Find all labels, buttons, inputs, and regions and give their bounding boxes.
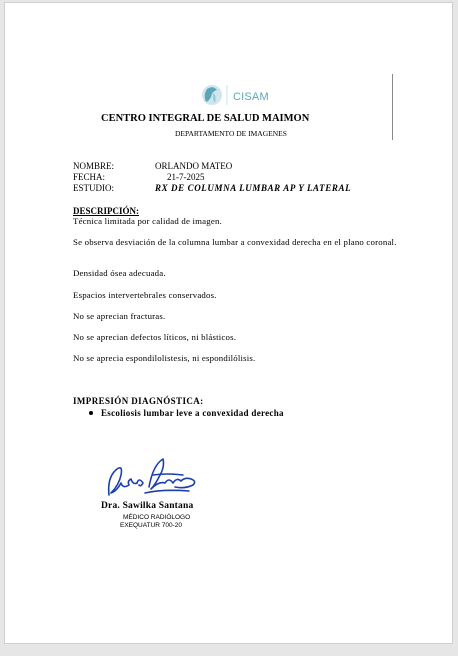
description-paragraph: Densidad ósea adecuada. [73,268,166,278]
doctor-title: MÉDICO RADIÓLOGO [123,514,191,521]
header-divider [392,74,393,140]
date-value: 21-7-2025 [167,172,205,182]
handwritten-signature [103,455,203,503]
description-paragraph: No se aprecian defectos líticos, ni blásticos. [73,332,237,342]
impression-item-text: Escoliosis lumbar leve a convexidad derecha [101,408,284,418]
document-page [4,2,453,644]
description-paragraph: Técnica limitada por calidad de imagen. [73,216,222,226]
organization-name: CENTRO INTEGRAL DE SALUD MAIMON [101,113,310,124]
impression-title: IMPRESIÓN DIAGNÓSTICA: [73,396,204,406]
department-name: DEPARTAMENTO DE IMAGENES [175,129,287,138]
description-title: DESCRIPCIÓN: [73,206,140,216]
doctor-exequatur: EXEQUATUR 700-20 [120,522,183,529]
name-label: NOMBRE: [73,161,115,171]
description-paragraph: No se aprecian fracturas. [73,311,166,321]
name-value: ORLANDO MATEO [155,161,233,171]
date-label: FECHA: [73,172,106,182]
logo-text: CISAM [233,91,269,103]
description-paragraph: Se observa desviación de la columna lumbar a convexidad derecha en el plano coronal. [73,237,397,247]
study-label: ESTUDIO: [73,183,114,193]
study-value: RX DE COLUMNA LUMBAR AP Y LATERAL [155,183,352,193]
bullet-icon [89,411,93,415]
description-paragraph: No se aprecia espondilolistesis, ni espondilólisis. [73,353,256,363]
doctor-name: Dra. Sawilka Santana [101,501,194,511]
impression-item [89,408,284,418]
description-paragraph: Espacios intervertebrales conservados. [73,290,217,300]
